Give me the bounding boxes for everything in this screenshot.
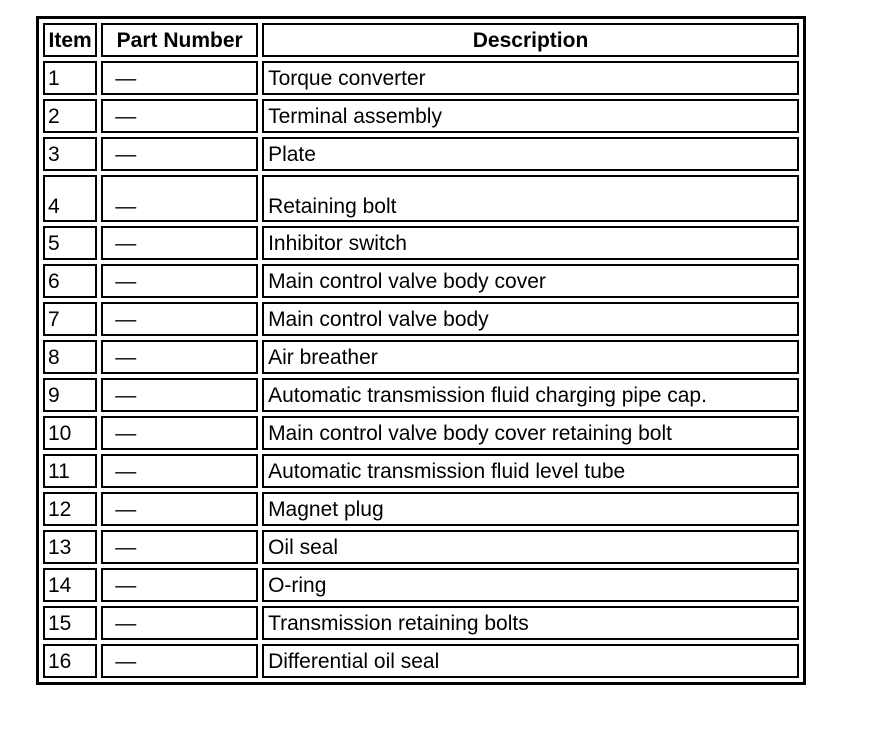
parts-table (36, 16, 806, 685)
table-row (43, 226, 799, 260)
cell-description: Air breather (262, 340, 799, 374)
cell-item: 14 (43, 568, 97, 602)
cell-description: Plate (262, 137, 799, 171)
cell-item: 11 (43, 454, 97, 488)
cell-description: Terminal assembly (262, 99, 799, 133)
cell-item: 6 (43, 264, 97, 298)
cell-part-number: — (101, 530, 258, 564)
cell-description: Transmission retaining bolts (262, 606, 799, 640)
cell-description: Main control valve body cover retaining bolt (262, 416, 799, 450)
cell-description: Inhibitor switch (262, 226, 799, 260)
table-row (43, 606, 799, 640)
header-part-number: Part Number (101, 23, 258, 57)
cell-description: Torque converter (262, 61, 799, 95)
cell-part-number: — (101, 568, 258, 602)
header-item: Item (43, 23, 97, 57)
table-row (43, 416, 799, 450)
cell-part-number: — (101, 416, 258, 450)
cell-description: Magnet plug (262, 492, 799, 526)
cell-part-number: — (101, 137, 258, 171)
cell-description: Automatic transmission fluid charging pipe cap. (262, 378, 799, 412)
cell-description: Differential oil seal (262, 644, 799, 678)
header-row (43, 23, 799, 57)
table-row (43, 340, 799, 374)
table-row (43, 99, 799, 133)
cell-part-number: — (101, 226, 258, 260)
table-row (43, 175, 799, 222)
cell-item: 1 (43, 61, 97, 95)
cell-item: 9 (43, 378, 97, 412)
cell-item: 13 (43, 530, 97, 564)
cell-item: 12 (43, 492, 97, 526)
table-row (43, 302, 799, 336)
cell-part-number: — (101, 264, 258, 298)
cell-item: 4 (43, 175, 97, 222)
table-row (43, 137, 799, 171)
table-row (43, 530, 799, 564)
table-row (43, 568, 799, 602)
cell-part-number: — (101, 99, 258, 133)
cell-item: 5 (43, 226, 97, 260)
cell-item: 7 (43, 302, 97, 336)
cell-part-number: — (101, 175, 258, 222)
cell-item: 8 (43, 340, 97, 374)
cell-description: Main control valve body (262, 302, 799, 336)
cell-part-number: — (101, 644, 258, 678)
cell-description: O-ring (262, 568, 799, 602)
table-row (43, 264, 799, 298)
table-row (43, 61, 799, 95)
cell-part-number: — (101, 302, 258, 336)
cell-part-number: — (101, 340, 258, 374)
cell-part-number: — (101, 61, 258, 95)
cell-part-number: — (101, 454, 258, 488)
cell-part-number: — (101, 606, 258, 640)
cell-part-number: — (101, 378, 258, 412)
cell-part-number: — (101, 492, 258, 526)
table-row (43, 454, 799, 488)
cell-item: 2 (43, 99, 97, 133)
cell-description: Automatic transmission fluid level tube (262, 454, 799, 488)
cell-description: Retaining bolt (262, 175, 799, 222)
table-body (43, 61, 799, 678)
table-row (43, 492, 799, 526)
table-header (43, 23, 799, 57)
cell-item: 16 (43, 644, 97, 678)
table-row (43, 378, 799, 412)
cell-item: 10 (43, 416, 97, 450)
cell-description: Oil seal (262, 530, 799, 564)
header-description: Description (262, 23, 799, 57)
cell-item: 15 (43, 606, 97, 640)
cell-description: Main control valve body cover (262, 264, 799, 298)
cell-item: 3 (43, 137, 97, 171)
table-row (43, 644, 799, 678)
